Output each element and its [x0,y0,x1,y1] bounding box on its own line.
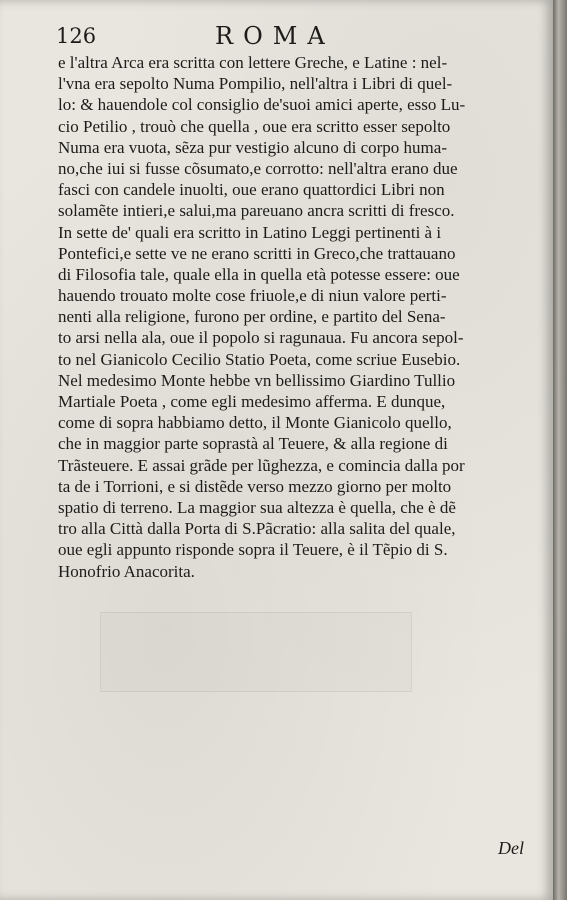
text-line: nenti alla religione, furono per ordine, e partito del Sena- [58,307,446,327]
text-line: Nel medesimo Monte hebbe vn bellissimo Giardino Tullio [58,370,456,390]
text-line: oue egli appunto risponde sopra il Teuere, è il Tẽpio di S. [58,540,448,560]
page-edge [553,0,567,900]
body-text [58,52,553,582]
text-line: Trãsteuere. E assai grãde per lũghezza, e comincia dalla por [58,455,465,475]
text-line: to nel Gianicolo Cecilio Statio Poeta, come scriue Eusebio. [58,349,461,369]
catchword: Del [498,838,524,858]
show-through-plate [100,612,412,692]
text-line: e l'altra Arca era scritta con lettere Greche, e Latine : nel- [58,53,448,72]
running-title: ROMA [215,22,335,50]
text-line: come di sopra habbiamo detto, il Monte Gianicolo quello, [58,413,452,433]
page-header [0,24,553,54]
text-line: In sette de' quali era scritto in Latino Leggi pertinenti à i [58,222,442,242]
text-line: spatio di terreno. La maggior sua altezza è quella, che è dẽ [58,497,456,517]
text-line: tro alla Città dalla Porta di S.Pãcratio: alla salita del quale, [58,519,456,539]
text-line: Numa era vuota, sẽza pur vestigio alcuno di corpo huma- [58,137,447,157]
text-line: fasci con candele inuolti, oue erano quattordici Libri non [58,180,445,200]
text-line: lo: & hauendole col consiglio de'suoi amici aperte, esso Lu- [58,95,466,115]
text-line: ta de i Torrioni, e si distẽde verso mezzo giorno per molto [58,476,452,496]
text-line: to arsi nella ala, oue il popolo si ragunaua. Fu ancora sepol- [58,328,464,348]
text-line: cio Petilio , trouò che quella , oue era scritto esser sepolto [58,116,451,136]
text-line: hauendo trouato molte cose friuole,e di niun valore perti- [58,286,447,306]
text-line: solamẽte intieri,e salui,ma pareuano ancra scritti di fresco. [58,201,455,221]
text-line: di Filosofia tale, quale ella in quella età potesse essere: oue [58,264,460,284]
text-line: Martiale Poeta , come egli medesimo afferma. E dunque, [58,392,446,411]
text-line: Pontefici,e sette ve ne erano scritti in Greco,che trattauano [58,243,456,263]
text-line: che in maggior parte soprastà al Teuere, & alla regione di [58,434,448,454]
text-line: l'vna era sepolto Numa Pompilio, nell'altra i Libri di quel- [58,74,453,94]
text-line: no,che iui si fusse cõsumato,e corrotto: nell'altra erano due [58,158,458,178]
text-line: Honofrio Anacorita. [58,561,195,581]
page-number: 126 [56,24,97,48]
